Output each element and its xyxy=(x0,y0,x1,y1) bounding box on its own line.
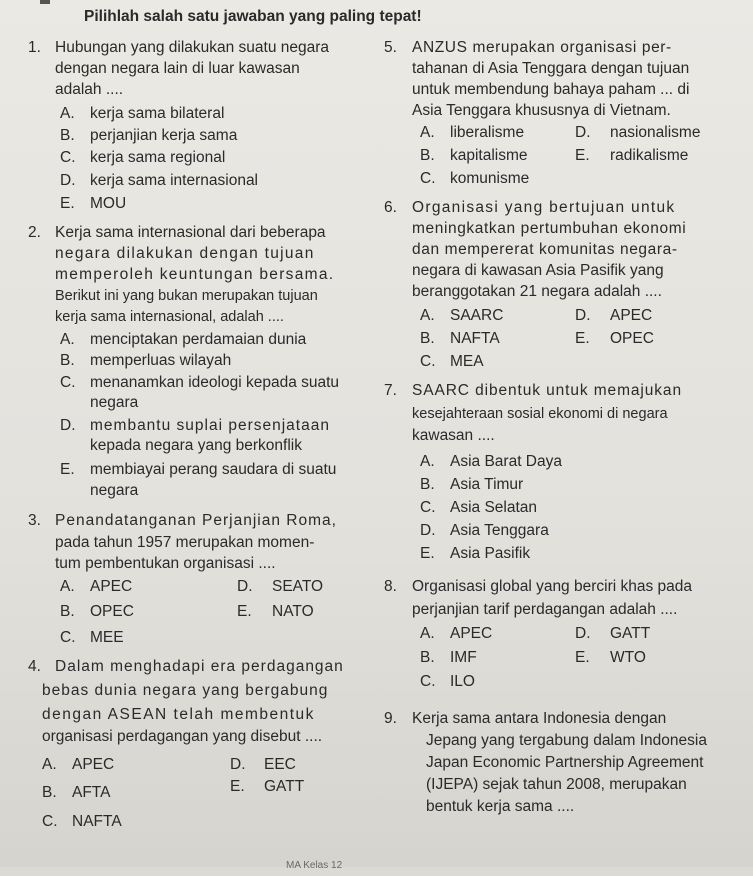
question-2-option-a: menciptakan perdamaian dunia xyxy=(90,331,307,348)
question-6-option-a: SAARC xyxy=(450,307,504,324)
question-9-line-2: Jepang yang tergabung dalam Indonesia xyxy=(426,732,707,749)
question-6-line-3: dan mempererat komunitas negara- xyxy=(412,241,678,258)
question-4-line-2: bebas dunia negara yang bergabung xyxy=(42,682,329,699)
question-5-line-1: ANZUS merupakan organisasi per- xyxy=(412,39,672,56)
question-3-option-b-letter: B. xyxy=(60,603,75,620)
question-6-option-c-letter: C. xyxy=(420,353,436,370)
question-2-option-d-line-1: membantu suplai persenjataan xyxy=(90,417,330,434)
question-8-option-d: GATT xyxy=(610,625,651,642)
question-3-option-a-letter: A. xyxy=(60,578,75,595)
question-8-option-e: WTO xyxy=(610,649,646,666)
top-edge-mark xyxy=(40,0,50,4)
question-3-option-e: NATO xyxy=(272,603,314,620)
question-3-option-a: APEC xyxy=(90,578,133,595)
question-6-option-d: APEC xyxy=(610,307,653,324)
question-1-option-b-letter: B. xyxy=(60,127,75,144)
question-4-number: 4. xyxy=(28,658,41,675)
question-7-option-b-letter: B. xyxy=(420,476,435,493)
question-5-line-2: tahanan di Asia Tenggara dengan tujuan xyxy=(412,60,690,77)
question-5-option-c: komunisme xyxy=(450,170,530,187)
question-8-line-2: perjanjian tarif perdagangan adalah .... xyxy=(412,601,678,618)
question-7-option-c-letter: C. xyxy=(420,499,436,516)
question-6-option-c: MEA xyxy=(450,353,484,370)
question-1-line-3: adalah .... xyxy=(55,81,124,98)
question-8-option-a-letter: A. xyxy=(420,625,435,642)
question-6-number: 6. xyxy=(384,199,397,216)
question-7-option-e: Asia Pasifik xyxy=(450,545,531,562)
question-3-option-d: SEATO xyxy=(272,578,324,595)
question-5-line-3: untuk membendung bahaya paham ... di xyxy=(412,81,690,98)
question-9-line-1: Kerja sama antara Indonesia dengan xyxy=(412,710,667,727)
question-2-option-c-line-2: negara xyxy=(90,394,139,411)
question-6-line-2: meningkatkan pertumbuhan ekonomi xyxy=(412,220,687,237)
question-2-option-a-letter: A. xyxy=(60,331,75,348)
question-8-option-b-letter: B. xyxy=(420,649,435,666)
question-2-option-b: memperluas wilayah xyxy=(90,352,232,369)
question-6-option-e-letter: E. xyxy=(575,330,590,347)
question-3-option-c-letter: C. xyxy=(60,629,76,646)
question-5-option-a-letter: A. xyxy=(420,124,435,141)
question-8-number: 8. xyxy=(384,578,397,595)
question-8-option-d-letter: D. xyxy=(575,625,591,642)
question-2-line-3: memperoleh keuntungan bersama. xyxy=(55,266,335,283)
question-6-option-a-letter: A. xyxy=(420,307,435,324)
question-4-option-d: EEC xyxy=(264,756,296,773)
question-6-option-e: OPEC xyxy=(610,330,654,347)
question-8-option-a: APEC xyxy=(450,625,493,642)
question-2-line-5: kerja sama internasional, adalah .... xyxy=(55,309,284,325)
question-7-line-1: SAARC dibentuk untuk memajukan xyxy=(412,382,682,399)
question-2-number: 2. xyxy=(28,224,41,241)
question-4-option-e-letter: E. xyxy=(230,778,245,795)
question-7-line-3: kawasan .... xyxy=(412,427,495,444)
question-5-option-c-letter: C. xyxy=(420,170,436,187)
question-4-line-1: Dalam menghadapi era perdagangan xyxy=(55,658,344,675)
question-7-number: 7. xyxy=(384,382,397,399)
question-2-option-d-line-2: kepada negara yang berkonflik xyxy=(90,437,302,454)
question-5-option-e: radikalisme xyxy=(610,147,689,164)
question-6-line-4: negara di kawasan Asia Pasifik yang xyxy=(412,262,664,279)
question-1-line-1: Hubungan yang dilakukan suatu negara xyxy=(55,39,330,56)
question-4-option-c-letter: C. xyxy=(42,813,58,830)
question-8-option-b: IMF xyxy=(450,649,477,666)
question-4-option-d-letter: D. xyxy=(230,756,246,773)
question-4-line-3: dengan ASEAN telah membentuk xyxy=(42,706,315,723)
question-9-line-4: (IJEPA) sejak tahun 2008, merupakan xyxy=(426,776,687,793)
question-8-option-c-letter: C. xyxy=(420,673,436,690)
question-6-option-b: NAFTA xyxy=(450,330,500,347)
question-3-number: 3. xyxy=(28,512,41,529)
question-9-line-5: bentuk kerja sama .... xyxy=(426,798,575,815)
question-2-option-e-line-1: membiayai perang saudara di suatu xyxy=(90,461,337,478)
question-6-option-b-letter: B. xyxy=(420,330,435,347)
question-7-option-e-letter: E. xyxy=(420,545,435,562)
question-7-option-a-letter: A. xyxy=(420,453,435,470)
question-6-line-1: Organisasi yang bertujuan untuk xyxy=(412,199,676,216)
question-2-option-d-letter: D. xyxy=(60,417,76,434)
question-1-option-a: kerja sama bilateral xyxy=(90,105,225,122)
question-1-option-d-letter: D. xyxy=(60,172,76,189)
question-5-option-b-letter: B. xyxy=(420,147,435,164)
question-1-option-c: kerja sama regional xyxy=(90,149,226,166)
question-8-line-1: Organisasi global yang berciri khas pada xyxy=(412,578,693,595)
question-3-option-b: OPEC xyxy=(90,603,134,620)
question-9-number: 9. xyxy=(384,710,397,727)
question-5-number: 5. xyxy=(384,39,397,56)
question-1-number: 1. xyxy=(28,39,41,56)
question-7-option-d: Asia Tenggara xyxy=(450,522,549,539)
question-1-option-b: perjanjian kerja sama xyxy=(90,127,238,144)
question-5-option-e-letter: E. xyxy=(575,147,590,164)
question-4-option-e: GATT xyxy=(264,778,305,795)
question-4-option-a-letter: A. xyxy=(42,756,57,773)
question-1-option-c-letter: C. xyxy=(60,149,76,166)
question-2-option-b-letter: B. xyxy=(60,352,75,369)
question-8-option-c: ILO xyxy=(450,673,475,690)
question-7-option-c: Asia Selatan xyxy=(450,499,538,516)
question-4-option-c: NAFTA xyxy=(72,813,122,830)
question-2-line-1: Kerja sama internasional dari beberapa xyxy=(55,224,326,241)
question-1-option-d: kerja sama internasional xyxy=(90,172,259,189)
question-4-line-4: organisasi perdagangan yang disebut .... xyxy=(42,728,323,745)
question-3-line-1: Penandatanganan Perjanjian Roma, xyxy=(55,512,337,529)
question-3-option-c: MEE xyxy=(90,629,124,646)
question-4-option-a: APEC xyxy=(72,756,115,773)
question-6-line-5: beranggotakan 21 negara adalah .... xyxy=(412,283,662,300)
question-7-option-b: Asia Timur xyxy=(450,476,524,493)
question-3-line-2: pada tahun 1957 merupakan momen- xyxy=(55,534,315,551)
page-footer: MA Kelas 12 xyxy=(286,860,343,871)
question-3-option-e-letter: E. xyxy=(237,603,252,620)
question-1-option-e: MOU xyxy=(90,195,127,212)
question-5-option-a: liberalisme xyxy=(450,124,525,141)
question-2-line-2: negara dilakukan dengan tujuan xyxy=(55,245,315,262)
question-3-option-d-letter: D. xyxy=(237,578,253,595)
question-2-option-c-letter: C. xyxy=(60,374,76,391)
question-4-option-b-letter: B. xyxy=(42,784,57,801)
instruction-heading: Pilihlah salah satu jawaban yang paling tepat! xyxy=(84,8,422,25)
question-2-option-e-letter: E. xyxy=(60,461,75,478)
question-5-line-4: Asia Tenggara khususnya di Vietnam. xyxy=(412,102,671,119)
question-2-option-e-line-2: negara xyxy=(90,482,139,499)
question-7-option-a: Asia Barat Daya xyxy=(450,453,562,470)
question-5-option-d: nasionalisme xyxy=(610,124,701,141)
question-2-line-4: Berikut ini yang bukan merupakan tujuan xyxy=(55,288,318,304)
question-6-option-d-letter: D. xyxy=(575,307,591,324)
question-5-option-d-letter: D. xyxy=(575,124,591,141)
question-7-line-2: kesejahteraan sosial ekonomi di negara xyxy=(412,406,668,422)
question-3-line-3: tum pembentukan organisasi .... xyxy=(55,555,276,572)
question-2-option-c-line-1: menanamkan ideologi kepada suatu xyxy=(90,374,340,391)
question-7-option-d-letter: D. xyxy=(420,522,436,539)
question-9-line-3: Japan Economic Partnership Agreement xyxy=(426,754,704,771)
question-1-option-e-letter: E. xyxy=(60,195,75,212)
question-1-option-a-letter: A. xyxy=(60,105,75,122)
question-5-option-b: kapitalisme xyxy=(450,147,528,164)
question-4-option-b: AFTA xyxy=(72,784,111,801)
question-1-line-2: dengan negara lain di luar kawasan xyxy=(55,60,300,77)
question-8-option-e-letter: E. xyxy=(575,649,590,666)
